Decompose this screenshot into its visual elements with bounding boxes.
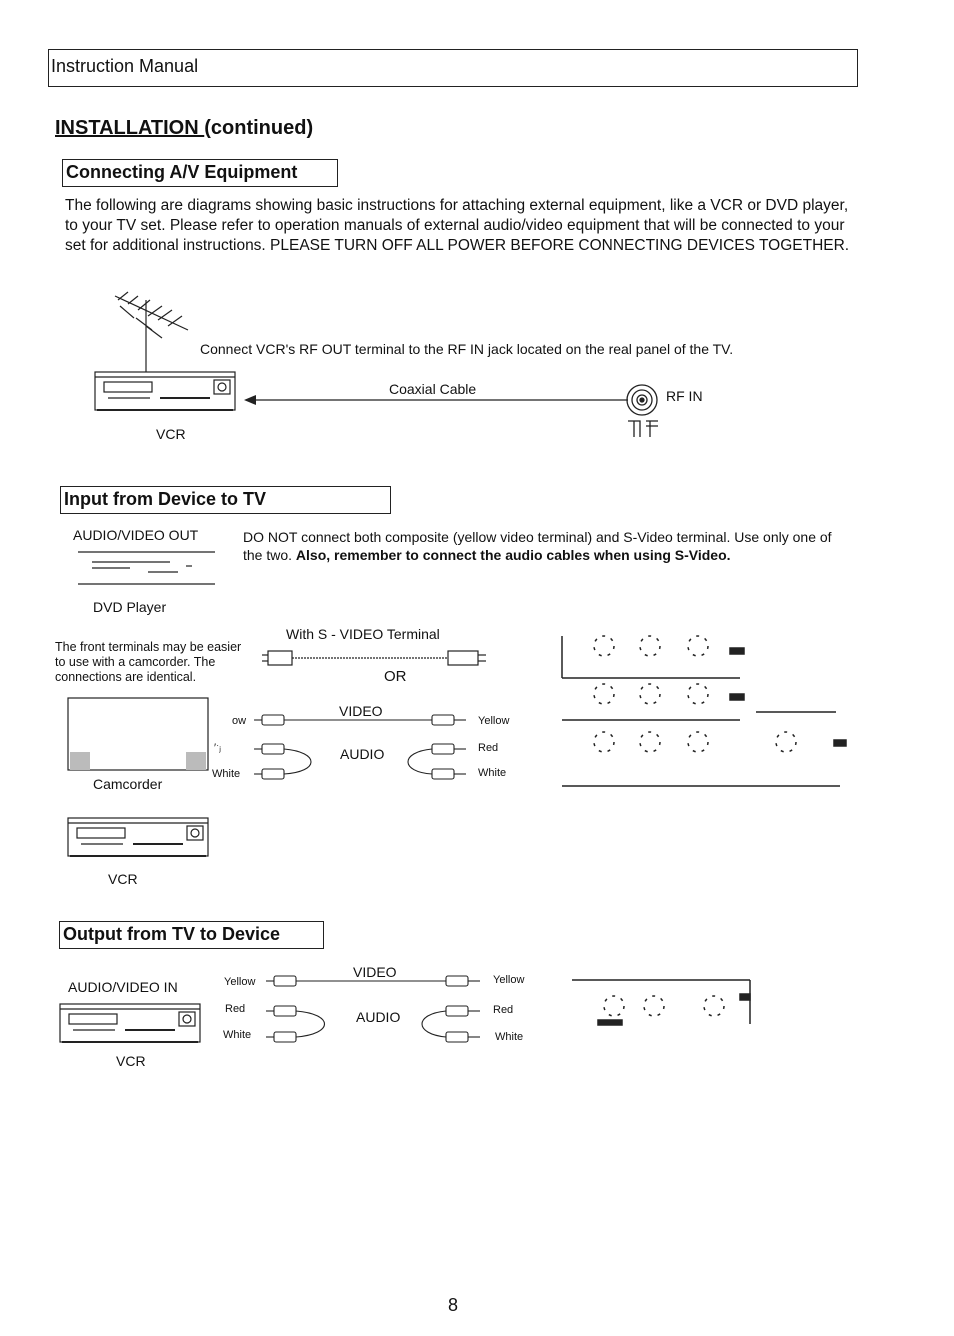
section-heading-input: Input from Device to TV <box>64 489 267 509</box>
input-left-yellow-label: ow <box>232 715 247 727</box>
page-number: 8 <box>448 1295 459 1315</box>
dvd-player-icon <box>78 552 215 584</box>
svideo-warning <box>243 528 853 564</box>
input-left-white-label: White <box>212 768 241 780</box>
camcorder-label: Camcorder <box>93 776 163 792</box>
vcr-icon-output <box>60 1004 200 1042</box>
tv-output-panel <box>572 980 750 1025</box>
antenna-icon <box>115 292 188 372</box>
input-right-red-label: Red <box>478 742 499 754</box>
rca-plug-right-yellow <box>432 715 466 725</box>
av-in-label: AUDIO/VIDEO IN <box>68 979 178 995</box>
rf-instruction: Connect VCR's RF OUT terminal to the RF IN jack located on the real panel of the TV. <box>200 341 734 357</box>
svideo-warning-bold: Also, remember to connect the audio cables when using S-Video. <box>295 547 731 563</box>
output-audio-label: AUDIO <box>356 1009 401 1025</box>
page-title-main: INSTALLATION <box>55 117 205 139</box>
input-left-red-label: ′ˑⱼ <box>214 742 222 754</box>
dvd-player-label: DVD Player <box>93 599 167 615</box>
intro-paragraph: The following are diagrams showing basic instructions for attaching external equipment, like a VCR or DVD player, to your TV set. Please refer to operation manuals of external audio/video equipment that will be connected to your set for additional instructions. PLEASE TURN OFF ALL POWER BEFORE CONNECTING DEVICES TOGETHER. <box>65 197 850 254</box>
rca-plug-left-yellow <box>254 715 284 725</box>
av-out-label: AUDIO/VIDEO OUT <box>73 527 199 543</box>
vcr-icon-input <box>68 818 208 856</box>
coaxial-cable-label: Coaxial Cable <box>389 381 477 397</box>
page-title-suffix: (continued) <box>204 117 314 139</box>
output-right-white-label: White <box>495 1031 524 1043</box>
header-title: Instruction Manual <box>51 56 199 76</box>
vcr-icon-top <box>95 372 235 410</box>
input-video-label: VIDEO <box>339 703 383 719</box>
output-right-yellow-label: Yellow <box>493 974 525 986</box>
rf-in-jack-icon <box>627 385 658 437</box>
svideo-terminal-label: With S - VIDEO Terminal <box>286 626 440 642</box>
rf-in-label: RF IN <box>666 388 703 404</box>
svideo-warning-text: DO NOT connect both composite (yellow video terminal) and S-Video terminal. Use only one of the two. <box>243 529 832 563</box>
vcr-label-input: VCR <box>108 871 138 887</box>
tv-input-panel <box>562 636 846 786</box>
input-right-white-label: White <box>478 767 507 779</box>
svideo-cable <box>262 651 486 665</box>
or-label: OR <box>384 668 407 685</box>
output-left-yellow-label: Yellow <box>224 976 256 988</box>
section-heading-av: Connecting A/V Equipment <box>66 162 298 182</box>
output-video-label: VIDEO <box>353 964 397 980</box>
vcr-label-top: VCR <box>156 426 186 442</box>
output-left-red-label: Red <box>225 1003 246 1015</box>
output-left-white-label: White <box>223 1029 252 1041</box>
output-right-red-label: Red <box>493 1004 514 1016</box>
vcr-label-output: VCR <box>116 1053 146 1069</box>
input-right-yellow-label: Yellow <box>478 715 510 727</box>
camcorder-icon <box>68 698 208 770</box>
coax-arrow-head <box>244 395 256 405</box>
front-terminal-note: The front terminals may be easier to use with a camcorder. The connections are identical. <box>55 640 242 684</box>
input-audio-label: AUDIO <box>340 746 385 762</box>
section-heading-output: Output from TV to Device <box>63 924 281 944</box>
